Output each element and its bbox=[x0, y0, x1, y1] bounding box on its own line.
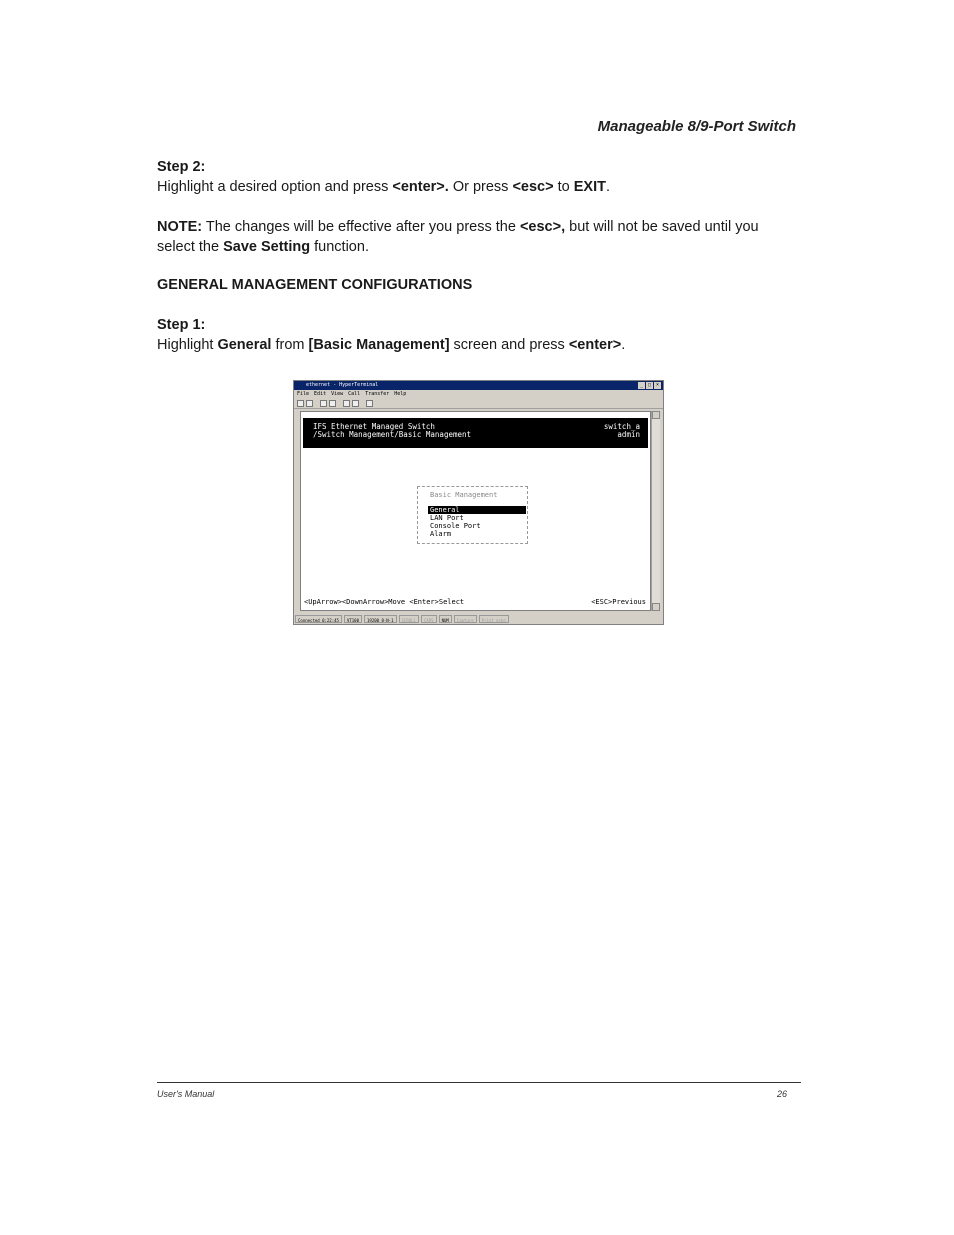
footer-manual-label: User's Manual bbox=[157, 1089, 215, 1099]
window-title: ethernet - HyperTerminal bbox=[306, 382, 379, 388]
terminal-key-hints bbox=[304, 598, 646, 606]
basic-management-menu bbox=[417, 486, 528, 544]
step2-text: Highlight a desired option and press <enter>. Or press <esc> to EXIT. bbox=[157, 179, 611, 195]
note-text: NOTE: The changes will be effective after you press the <esc>, but will not be saved until you select the Save Setting function. bbox=[157, 219, 759, 255]
terminal-header bbox=[303, 418, 648, 448]
close-icon[interactable]: × bbox=[655, 382, 659, 388]
status-num: NUM bbox=[439, 615, 452, 623]
window-titlebar bbox=[294, 381, 663, 390]
statusbar bbox=[294, 615, 664, 624]
status-capture: Capture bbox=[454, 615, 477, 623]
menu-item-console-port[interactable]: Console Port bbox=[430, 522, 481, 530]
menu-item-general[interactable]: General bbox=[428, 506, 526, 514]
connect-icon[interactable] bbox=[320, 400, 327, 407]
vertical-scrollbar[interactable] bbox=[651, 411, 660, 611]
new-icon[interactable] bbox=[297, 400, 304, 407]
menu-call[interactable]: Call bbox=[348, 391, 361, 397]
status-emulation: VT100 bbox=[344, 615, 362, 623]
switch-hostname: switch_a bbox=[603, 422, 640, 431]
status-connection: Connected 0:22:45 bbox=[295, 615, 342, 623]
terminal-screen[interactable] bbox=[300, 411, 651, 611]
menu-path: /Switch Management/Basic Management bbox=[313, 430, 472, 439]
current-user: admin bbox=[617, 430, 640, 439]
hyperterminal-screenshot bbox=[293, 380, 664, 625]
menu-file[interactable]: File bbox=[297, 391, 310, 397]
page-number: 26 bbox=[777, 1089, 788, 1099]
menu-view[interactable]: View bbox=[331, 391, 344, 397]
navigation-hint: <UpArrow><DownArrow>Move <Enter>Select bbox=[304, 598, 465, 606]
menu-title: Basic Management bbox=[430, 491, 498, 499]
properties-icon[interactable] bbox=[366, 400, 373, 407]
step1-text: Highlight General from [Basic Management] screen and press <enter>. bbox=[157, 337, 626, 353]
maximize-icon[interactable]: □ bbox=[647, 382, 651, 388]
running-header-title: Manageable 8/9-Port Switch bbox=[597, 118, 796, 135]
send-icon[interactable] bbox=[343, 400, 350, 407]
disconnect-icon[interactable] bbox=[329, 400, 336, 407]
menubar bbox=[294, 390, 663, 398]
step1-heading: Step 1: bbox=[157, 317, 206, 333]
status-scroll: SCROLL bbox=[399, 615, 419, 623]
scroll-up-icon[interactable] bbox=[652, 411, 660, 419]
open-icon[interactable] bbox=[306, 400, 313, 407]
footer-divider bbox=[157, 1082, 801, 1083]
menu-help[interactable]: Help bbox=[394, 391, 407, 397]
step2-heading: Step 2: bbox=[157, 159, 206, 175]
status-print-echo: Print echo bbox=[479, 615, 509, 623]
menu-edit[interactable]: Edit bbox=[314, 391, 327, 397]
scroll-down-icon[interactable] bbox=[652, 603, 660, 611]
status-caps: CAPS bbox=[421, 615, 437, 623]
menu-item-alarm[interactable]: Alarm bbox=[430, 530, 452, 538]
toolbar bbox=[294, 398, 663, 409]
menu-item-lan-port[interactable]: LAN Port bbox=[430, 514, 464, 522]
escape-hint: <ESC>Previous bbox=[591, 598, 646, 606]
page-content bbox=[157, 157, 797, 355]
menu-list bbox=[428, 506, 526, 538]
section-heading: GENERAL MANAGEMENT CONFIGURATIONS bbox=[157, 277, 473, 293]
switch-product-name: IFS Ethernet Managed Switch bbox=[313, 422, 435, 431]
receive-icon[interactable] bbox=[352, 400, 359, 407]
menu-transfer[interactable]: Transfer bbox=[365, 391, 390, 397]
minimize-icon[interactable]: _ bbox=[639, 382, 643, 388]
status-port-settings: 19200 8-N-1 bbox=[364, 615, 397, 623]
